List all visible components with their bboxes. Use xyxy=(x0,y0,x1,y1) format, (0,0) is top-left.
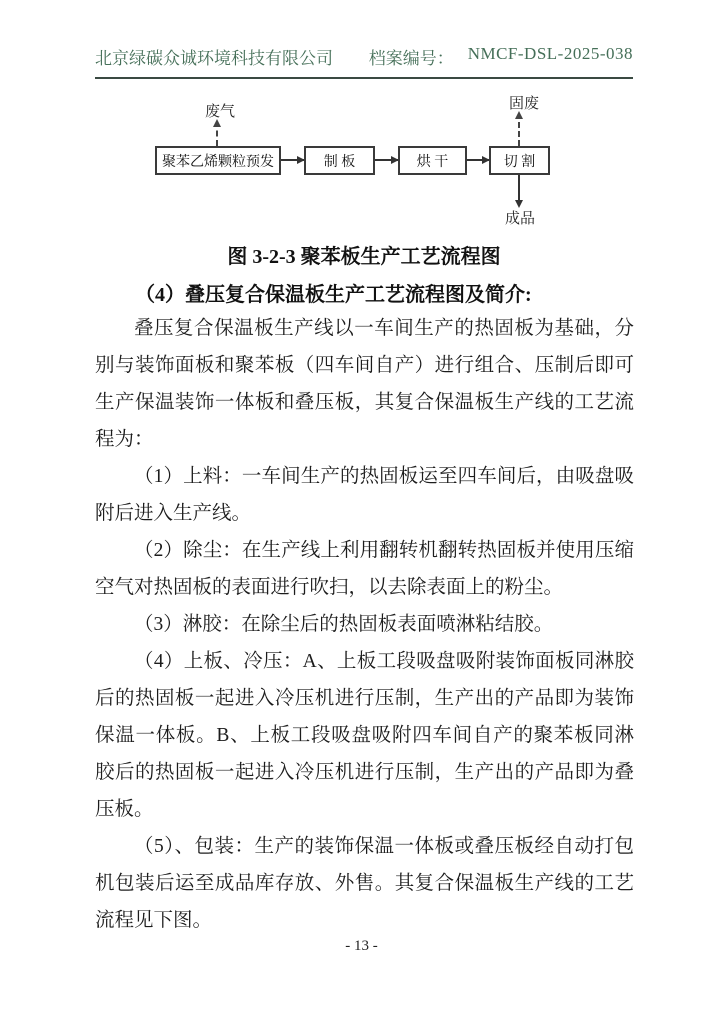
section-heading: （4）叠压复合保温板生产工艺流程图及简介: xyxy=(135,284,532,306)
down-arrow-icon xyxy=(518,175,520,206)
paragraph: 叠压复合保温板生产线以一车间生产的热固板为基础，分别与装饰面板和聚苯板（四车间自产）进行组合、压制后即可生产保温装饰一体板和叠压板，其复合保温板生产线的工艺流程为： xyxy=(95,318,634,450)
solid-waste-label: 固废 xyxy=(509,96,540,112)
paragraph: （5）、包装：生产的装饰保温一体板或叠压板经自动打包机包装后运至成品库存放、外售。其复合保温板生产线的工艺流程见下图。 xyxy=(95,836,634,931)
up-dashed-arrow-icon xyxy=(518,113,520,146)
right-arrow-icon xyxy=(281,159,304,161)
right-arrow-icon xyxy=(467,159,489,161)
paragraph: （1）上料：一车间生产的热固板运至四车间后，由吸盘吸附后进入生产线。 xyxy=(95,466,634,524)
right-arrow-icon xyxy=(375,159,398,161)
paragraph: （4）上板、冷压：A、上板工段吸盘吸附装饰面板同淋胶后的热固板一起进入冷压机进行压制，生产出的产品即为装饰保温一体板。B、上板工段吸盘吸附四车间自产的聚苯板同淋胶后的热固板一起进入冷压机进行压制，生产出的产品即为叠压板。 xyxy=(95,651,634,820)
product-label: 成品 xyxy=(505,211,536,227)
archive-info xyxy=(369,44,633,69)
flow-box-drying: 烘 干 xyxy=(398,146,467,175)
flow-box-pre-expansion: 聚苯乙烯颗粒预发 xyxy=(155,146,281,175)
archive-number: NMCF-DSL-2025-038 xyxy=(467,44,633,63)
company-name: 北京绿碳众诚环境科技有限公司 xyxy=(95,49,333,68)
up-dashed-arrow-icon xyxy=(216,121,218,146)
body-text xyxy=(95,310,634,939)
flow-box-cutting: 切 割 xyxy=(489,146,550,175)
figure-caption: 图 3-2-3 聚苯板生产工艺流程图 xyxy=(227,246,501,268)
paragraph: （2）除尘：在生产线上利用翻转机翻转热固板并使用压缩空气对热固板的表面进行吹扫，以去除表面上的粉尘。 xyxy=(95,540,634,598)
flow-box-board-making: 制 板 xyxy=(304,146,375,175)
paragraph: （3）淋胶：在除尘后的热固板表面喷淋粘结胶。 xyxy=(134,614,554,635)
page-header xyxy=(95,44,633,79)
archive-label: 档案编号： xyxy=(368,49,454,68)
page-number: - 13 - xyxy=(345,938,378,954)
waste-gas-label: 废气 xyxy=(205,104,236,120)
